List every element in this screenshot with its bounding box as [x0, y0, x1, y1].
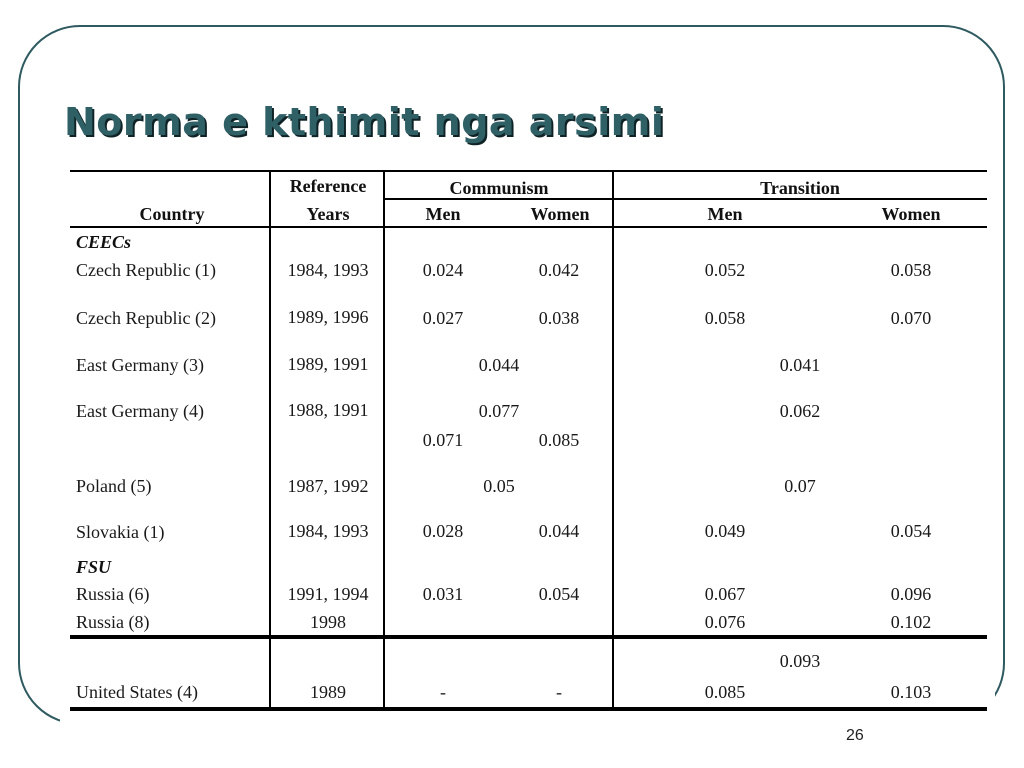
cell-comm-men: 0.027 — [422, 308, 464, 328]
header-trans-men: Men — [707, 204, 743, 224]
row-country: East Germany (4) — [76, 401, 204, 421]
returns-table — [70, 170, 987, 712]
cell-trans-women: 0.102 — [890, 612, 932, 632]
col-divider-communism — [612, 170, 614, 710]
row-country: Russia (6) — [76, 584, 150, 604]
row-country: Slovakia (1) — [76, 522, 165, 542]
row-country: Czech Republic (2) — [76, 308, 216, 328]
cell-comm-women: 0.085 — [538, 430, 580, 450]
group-label-ceecs: CEECs — [76, 232, 132, 252]
cell-comm-women: 0.044 — [538, 521, 580, 541]
cell-comm-men: 0.031 — [422, 584, 464, 604]
col-divider-years — [383, 170, 385, 710]
cell-trans-women: 0.096 — [890, 584, 932, 604]
header-comm-women: Women — [530, 204, 590, 224]
header-reference: Reference — [289, 176, 367, 196]
table-bottom-rule — [70, 707, 987, 711]
row-years: 1989, 1991 — [287, 354, 369, 374]
group-label-fsu: FSU — [76, 557, 112, 577]
cell-trans-all: 0.062 — [779, 401, 821, 421]
slide-title: Norma e kthimit nga arsimi — [64, 100, 665, 144]
row-country: East Germany (3) — [76, 355, 204, 375]
cell-trans-men: 0.067 — [704, 584, 746, 604]
cell-comm-women: 0.038 — [538, 308, 580, 328]
header-comm-men: Men — [425, 204, 461, 224]
cell-trans-all: 0.093 — [779, 651, 821, 671]
cell-comm-women: 0.054 — [538, 584, 580, 604]
row-years: 1984, 1993 — [287, 521, 369, 541]
table-thick-rule — [70, 635, 987, 639]
row-country: Czech Republic (1) — [76, 260, 216, 280]
header-communism: Communism — [449, 178, 549, 198]
header-trans-women: Women — [881, 204, 941, 224]
cell-comm-women: 0.042 — [538, 260, 580, 280]
row-years: 1998 — [310, 612, 346, 632]
row-years: 1984, 1993 — [287, 260, 369, 280]
cell-trans-women: 0.103 — [890, 682, 932, 702]
header-country: Country — [139, 204, 205, 224]
cell-trans-all: 0.041 — [779, 355, 821, 375]
cell-comm-women: - — [556, 682, 562, 702]
cell-trans-men: 0.076 — [704, 612, 746, 632]
cell-trans-women: 0.058 — [890, 260, 932, 280]
row-years: 1991, 1994 — [287, 584, 369, 604]
header-bottom-rule — [70, 226, 987, 228]
cell-comm-men: 0.028 — [422, 521, 464, 541]
row-years: 1988, 1991 — [287, 400, 369, 420]
cell-comm-all: 0.044 — [478, 355, 520, 375]
header-transition: Transition — [760, 178, 840, 198]
cell-comm-all: 0.05 — [483, 476, 515, 496]
cell-trans-women: 0.054 — [890, 521, 932, 541]
header-years: Years — [306, 204, 350, 224]
cell-comm-all: 0.077 — [478, 401, 520, 421]
cell-trans-men: 0.052 — [704, 260, 746, 280]
row-years: 1989 — [310, 682, 346, 702]
cell-trans-men: 0.085 — [704, 682, 746, 702]
table-top-rule — [70, 170, 987, 172]
col-divider-country — [269, 170, 271, 710]
row-country: Poland (5) — [76, 476, 152, 496]
row-years: 1989, 1996 — [287, 307, 369, 327]
cell-trans-all: 0.07 — [784, 476, 816, 496]
row-country: United States (4) — [76, 682, 198, 702]
cell-comm-men: - — [440, 682, 446, 702]
header-mid-rule — [385, 198, 987, 200]
cell-comm-men: 0.024 — [422, 260, 464, 280]
slide-number: 26 — [846, 727, 864, 744]
cell-trans-men: 0.058 — [704, 308, 746, 328]
cell-trans-men: 0.049 — [704, 521, 746, 541]
cell-trans-women: 0.070 — [890, 308, 932, 328]
row-years: 1987, 1992 — [287, 476, 369, 496]
row-country: Russia (8) — [76, 612, 150, 632]
cell-comm-men: 0.071 — [422, 430, 464, 450]
